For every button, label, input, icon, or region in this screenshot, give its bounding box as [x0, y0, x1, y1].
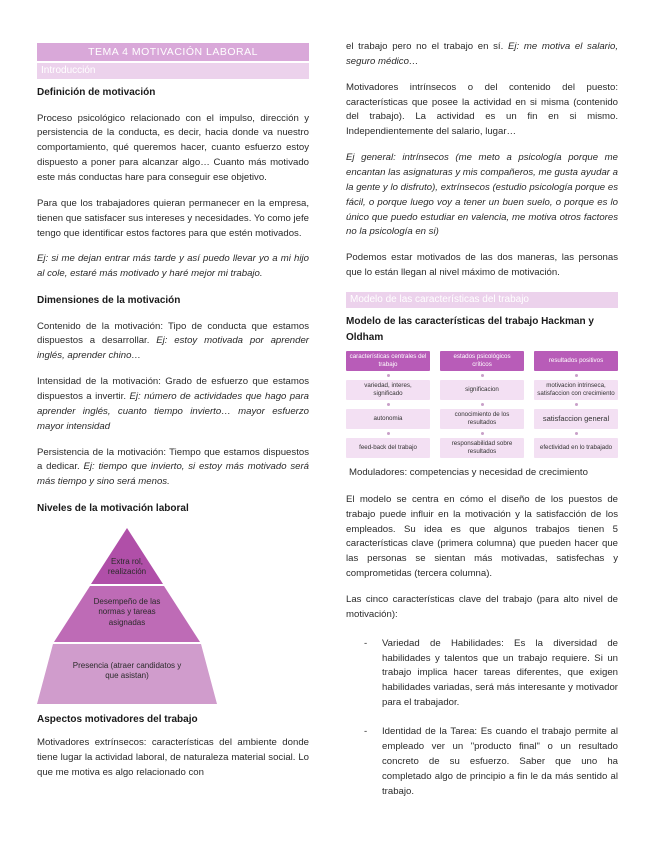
paragraph-definicion-example: Ej: si me dejan entrar más tarde y así puedo llevar yo a mi hijo al cole, estaré más motivado y haré mejor mi trabajo. [37, 253, 309, 280]
dim-contenido-example: Ej: estoy motivada por aprender inglés, aprender chino… [37, 335, 309, 362]
heading-definicion: Definición de motivación [37, 87, 156, 98]
paragraph-ambas-maneras: Podemos estar motivados de las dos maneras, las personas que lo están llegan al nivel máximo de motivación. [346, 252, 618, 279]
paragraph-continuation [346, 40, 618, 70]
model-cell: motivacion intrinseca, satisfaccion con crecimiento [534, 380, 618, 400]
model-cell: autonomia [346, 409, 430, 429]
paragraph-dim-persistencia [37, 446, 309, 491]
heading-dimensiones: Dimensiones de la motivación [37, 295, 181, 307]
motivation-pyramid [37, 528, 217, 706]
page-title: TEMA 4 MOTIVACIÓN LABORAL [37, 43, 309, 61]
list-item-text: Identidad de la Tarea: Es cuando el trabajo permite al empleado ver un "producto final" o un resultado concreto de su esfuerzo. Saber que uno ha completado algo de principio a fin le da más sentido al trabajo. [382, 726, 618, 797]
heading-modelo-hackman: Modelo de las características del trabajo Hackman y Oldham [346, 316, 594, 343]
continuation-example: Ej: me motiva el salario, seguro médico… [346, 41, 618, 67]
heading-niveles: Niveles de la motivación laboral [37, 503, 189, 515]
dim-persistencia-text: Persistencia de la motivación: Tiempo que estamos dispuestos a dedicar. [37, 446, 309, 473]
section-header-modelo: Modelo de las características del trabajo [346, 292, 618, 308]
paragraph-modelo-desc: El modelo se centra en cómo el diseño de los puestos de trabajo puede influir en la motivación y la satisfacción de los empleados. Su idea es que algunos trabajos tienen 5 características clave (primera columna) que pueden hacer que las personas se sientan más motivadas, satisfechas y comprometidas (tercera columna). [346, 493, 618, 580]
paragraph-intrinsecos: Motivadores intrínsecos o del contenido del puesto: características que posee la actividad en si misma (contenido del trabajo). La actividad es un fin en si mismo. Independientemente del salario, lugar… [346, 81, 618, 138]
dim-intensidad-text: Intensidad de la motivación: Grado de esfuerzo que estamos dispuestos a invertir. [37, 376, 309, 403]
paragraph-moduladores: Moduladores: competencias y necesidad de crecimiento [349, 467, 588, 479]
pyramid-label-bottom: Presencia (atraer candidatos y que asistan) [72, 660, 182, 681]
model-header-caracteristicas: características centrales del trabajo [346, 351, 430, 371]
model-header-resultados: resultados positivos [534, 351, 618, 371]
model-cell: variedad, interes, significado [346, 380, 430, 400]
left-column [37, 40, 309, 792]
model-cell: responsabilidad sobre resultados [440, 438, 524, 458]
paragraph-definicion-2: Para que los trabajadores quieran permanecer en la empresa, tienen que satisfacer sus intereses y necesidades. Yo como jefe tengo que identificar estos factores para que estén motivados. [37, 197, 309, 239]
section-header-introduccion: Introducción [37, 63, 309, 79]
right-column [346, 40, 618, 810]
paragraph-aspectos-1: Motivadores extrínsecos: características del ambiente donde tiene lugar la actividad laboral, de naturaleza material social. Lo que me motiva es algo relacionado con [37, 737, 309, 778]
paragraph-dim-contenido [37, 320, 309, 365]
paragraph-definicion-1: Proceso psicológico relacionado con el impulso, dirección y persistencia de la conducta, es decir, hacia donde va nuestro comportamiento, qué queremos hacer, cuanto esfuerzo estoy dispuesto a poner para alcanzar algo… Cuanto más motivado este más conductas hare para conseguir ese objetivo. [37, 112, 309, 183]
model-header-estados: estados psicológicos críticos [440, 351, 524, 371]
pyramid-label-top: Extra rol, realización [107, 556, 147, 577]
continuation-text: el trabajo pero no el trabajo en sí. [346, 41, 508, 52]
paragraph-cinco-intro: Las cinco características clave del trabajo (para alto nivel de motivación): [346, 594, 618, 620]
model-cell: conocimiento de los resultados [440, 409, 524, 429]
pyramid-label-middle: Desempeño de las normas y tareas asignadas [93, 596, 161, 628]
dim-intensidad-example: Ej: número de actividades que hago para aprender inglés, cuanto tiempo invierto… mayor esfuerzo mayor intensidad [37, 391, 309, 432]
paragraph-dim-intensidad [37, 375, 309, 434]
list-dash: - [364, 637, 368, 649]
hackman-model-diagram [346, 351, 618, 458]
list-dash: - [364, 726, 368, 738]
model-cell: satisfaccion general [534, 409, 618, 429]
model-cell: significacion [440, 380, 524, 400]
model-cell: feed-back del trabajo [346, 438, 430, 458]
list-item [346, 637, 618, 711]
list-item [346, 725, 618, 799]
dim-persistencia-example: Ej: tiempo que invierto, si estoy más motivado será más tiempo y sino será menos. [37, 461, 309, 488]
dim-contenido-text: Contenido de la motivación: Tipo de conducta que estamos dispuestos a desarrollar. [37, 320, 309, 347]
list-item-text: Variedad de Habilidades: Es la diversidad de habilidades y talentos que un trabajo requiere. Si un trabajo implica hacer tareas diferentes, que exigen habilidades variadas, será más interesante y motivador para el trabajador. [382, 637, 618, 709]
paragraph-general-example: Ej general: intrínsecos (me meto a psicología porque me encantan las asignaturas y mis compañeros, me gusta ayudar a la gente y lo disfruto), extrínsecos (estudio psicología porque es fácil, o porque luego voy a tener un buen suelo, o porque es lo único que puedo estudiar en valencia, me motiva otros factores no la psicología en si) [346, 152, 618, 238]
heading-aspectos: Aspectos motivadores del trabajo [37, 713, 198, 725]
model-cell: efectividad en lo trabajado [534, 438, 618, 458]
